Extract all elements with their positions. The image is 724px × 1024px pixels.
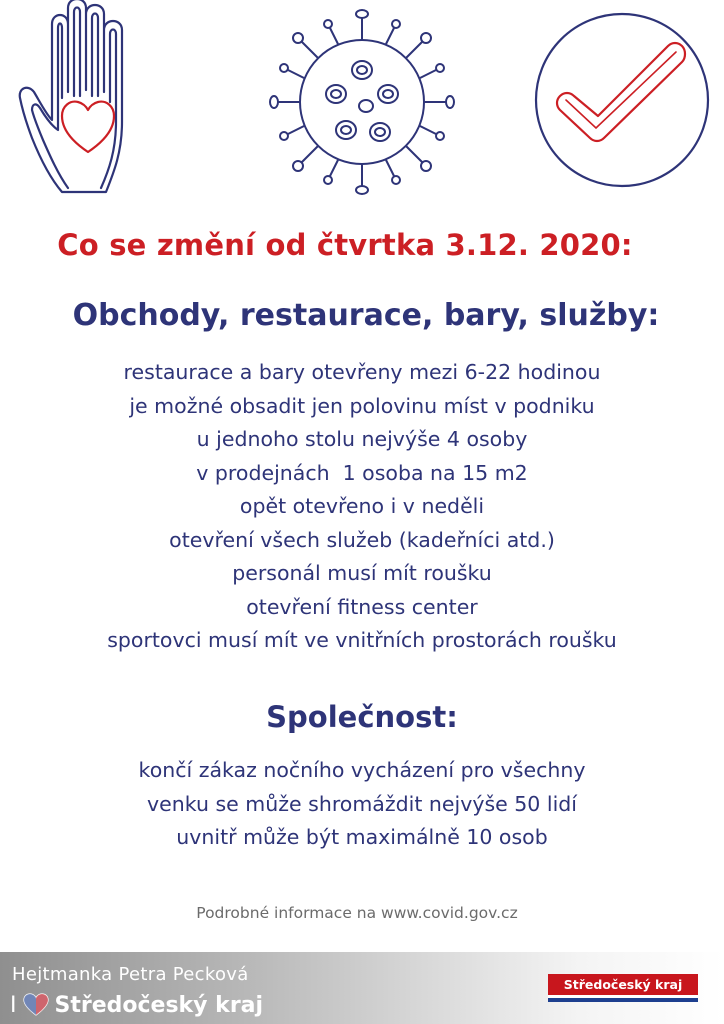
list-item: uvnitř může být maximálně 10 osob [176,825,548,849]
footer-brand [10,990,263,1020]
footer-governor-name: Hejtmanka Petra Pecková [12,964,249,985]
list-item: sportovci musí mít ve vnitřních prostorách roušku [107,628,617,652]
list-item: restaurace a bary otevřeny mezi 6-22 hodinou [123,360,601,384]
heart-icon [23,993,49,1017]
region-badge-label: Středočeský kraj [548,974,698,995]
hand-heart-icon [10,2,190,202]
society-rules-list [0,754,724,855]
footer-brand-name: Středočeský kraj [54,992,264,1018]
list-item: personál musí mít roušku [232,561,492,585]
checkmark-circle-icon [532,10,712,190]
footer-brand-prefix: I [10,992,17,1018]
list-item: končí zákaz nočního vycházení pro všechny [138,758,586,782]
heart-icon [62,102,114,152]
list-item: u jednoho stolu nejvýše 4 osoby [196,427,528,451]
badge-stripe-blue [548,998,698,1002]
list-item: otevření fitness center [246,594,478,619]
section-title-society: Společnost: [266,700,458,734]
info-link-text: Podrobné informace na www.covid.gov.cz [196,904,518,922]
shops-rules-list [0,356,724,658]
list-item: v prodejnách 1 osoba na 15 m2 [196,460,528,485]
virus-icon [262,2,462,202]
list-item: opět otevřeno i v neděli [239,494,485,518]
section-title-shops: Obchody, restaurace, bary, služby: [72,298,660,333]
list-item: je možné obsadit jen polovinu míst v podniku [129,393,595,418]
headline: Co se změní od čtvrtka 3.12. 2020: [57,228,633,262]
list-item: otevření všech služeb (kadeřníci atd.) [169,527,555,552]
region-badge [548,974,698,1004]
icon-row [0,0,724,210]
list-item: venku se může shromáždit nejvýše 50 lidí [147,791,577,816]
